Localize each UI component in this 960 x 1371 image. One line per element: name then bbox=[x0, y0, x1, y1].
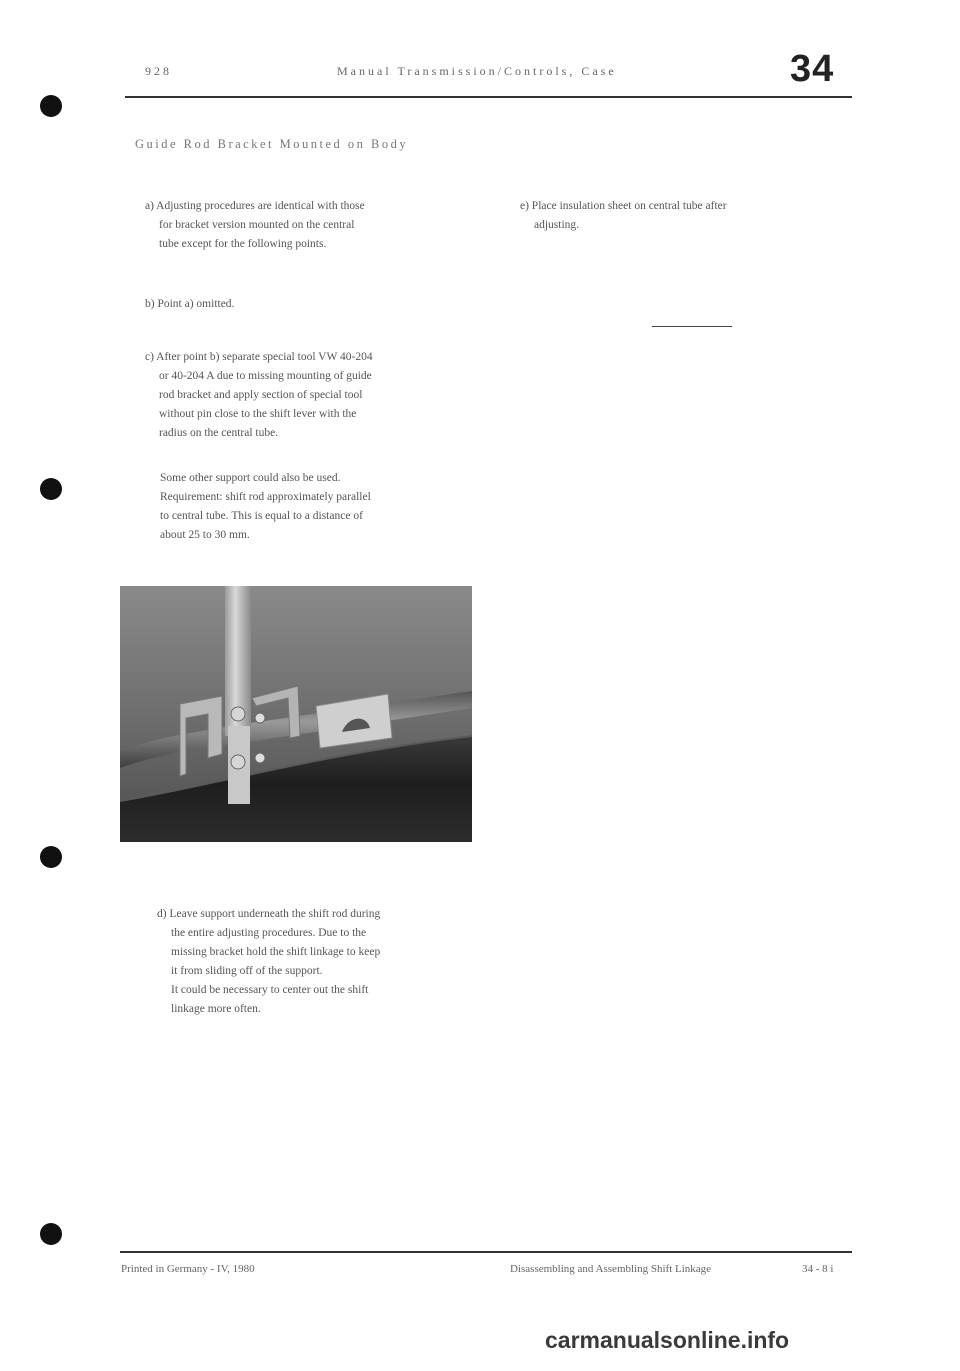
section-title: Guide Rod Bracket Mounted on Body bbox=[135, 137, 409, 151]
shift-linkage-photo bbox=[120, 586, 472, 842]
paragraph-c-note-line: to central tube. This is equal to a distance of bbox=[160, 510, 363, 522]
footer-printed: Printed in Germany - IV, 1980 bbox=[121, 1263, 255, 1275]
footer-rule bbox=[120, 1251, 852, 1253]
paragraph-c-note-line: about 25 to 30 mm. bbox=[160, 529, 250, 541]
paragraph-c-line: radius on the central tube. bbox=[159, 427, 279, 439]
watermark: carmanualsonline.info bbox=[545, 1327, 790, 1353]
paragraph-d bbox=[157, 905, 487, 1019]
binder-hole-3 bbox=[40, 846, 62, 868]
binder-hole-4 bbox=[40, 1223, 62, 1245]
paragraph-a-line: for bracket version mounted on the central bbox=[159, 219, 355, 231]
paragraph-c bbox=[145, 348, 475, 443]
binder-hole-1 bbox=[40, 95, 62, 117]
section-end-rule bbox=[652, 326, 732, 327]
paragraph-e-line: adjusting. bbox=[534, 219, 580, 231]
paragraph-c-line: rod bracket and apply section of special tool bbox=[159, 389, 363, 401]
paragraph-c-note-line: Some other support could also be used. bbox=[160, 472, 341, 484]
paragraph-d-line: the entire adjusting procedures. Due to the bbox=[171, 927, 367, 939]
paragraph-d-line: It could be necessary to center out the shift bbox=[171, 984, 369, 996]
header-title: Manual Transmission/Controls, Case bbox=[337, 64, 617, 78]
paragraph-c-line: without pin close to the shift lever with the bbox=[159, 408, 357, 420]
paragraph-d-line: missing bracket hold the shift linkage to keep bbox=[171, 946, 381, 958]
paragraph-e bbox=[520, 197, 850, 235]
section-number: 34 bbox=[790, 48, 835, 90]
footer-chapter: Disassembling and Assembling Shift Linkage bbox=[510, 1263, 712, 1275]
paragraph-c-line: c) After point b) separate special tool VW 40-204 bbox=[145, 351, 373, 363]
paragraph-d-line: it from sliding off of the support. bbox=[171, 965, 323, 977]
paragraph-b-line: b) Point a) omitted. bbox=[145, 298, 235, 310]
shift-linkage-photo-drawing bbox=[120, 586, 472, 842]
paragraph-c-note-line: Requirement: shift rod approximately parallel bbox=[160, 491, 371, 503]
paragraph-a-line: tube except for the following points. bbox=[159, 238, 327, 250]
paragraph-a-line: a) Adjusting procedures are identical with those bbox=[145, 200, 365, 212]
paragraph-d-line: linkage more often. bbox=[171, 1003, 261, 1015]
paragraph-c-note bbox=[160, 469, 480, 545]
header-rule bbox=[125, 96, 852, 98]
binder-hole-2 bbox=[40, 478, 62, 500]
paragraph-b bbox=[145, 295, 475, 314]
paragraph-c-line: or 40-204 A due to missing mounting of guide bbox=[159, 370, 372, 382]
paragraph-e-line: e) Place insulation sheet on central tube after bbox=[520, 200, 727, 212]
footer-page-number: 34 - 8 i bbox=[802, 1263, 834, 1275]
header-model: 928 bbox=[145, 64, 172, 78]
paragraph-a bbox=[145, 197, 475, 254]
paragraph-d-line: d) Leave support underneath the shift rod during bbox=[157, 908, 381, 920]
